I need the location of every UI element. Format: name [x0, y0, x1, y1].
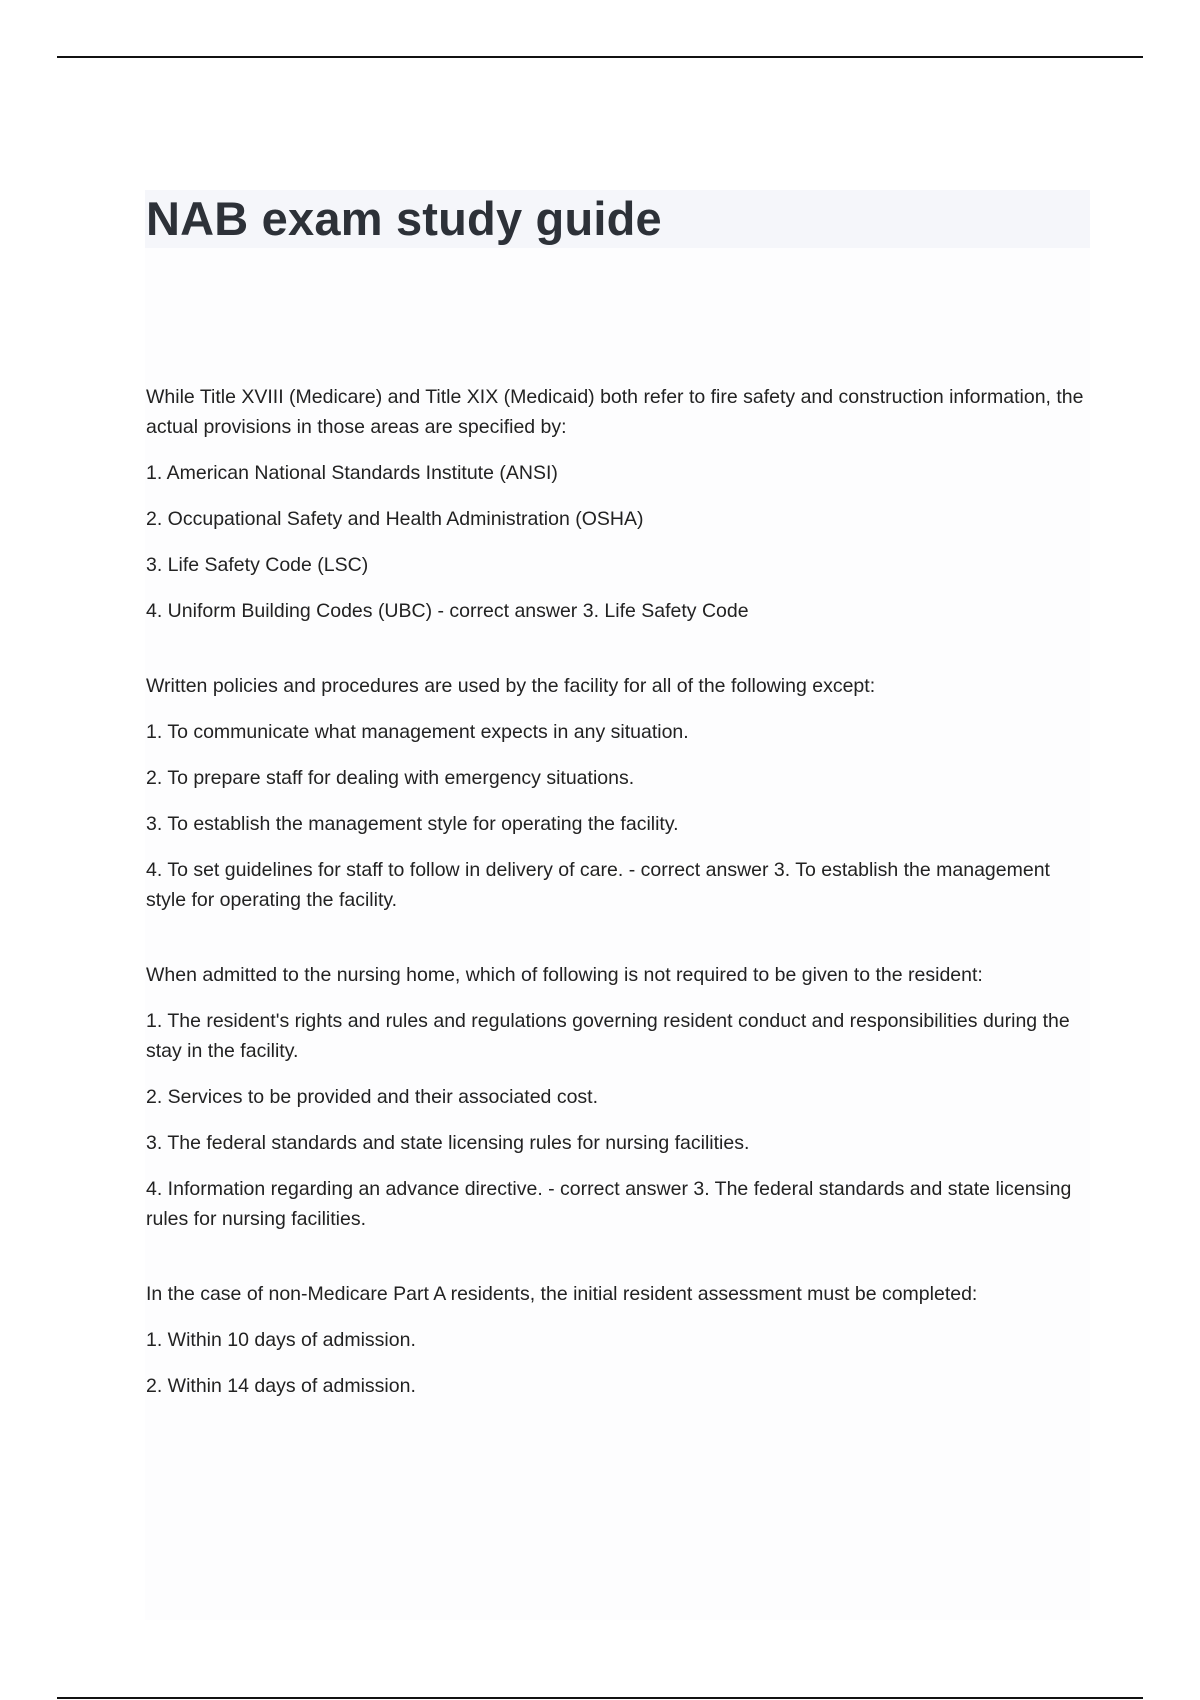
answer-option: 1. American National Standards Institute (ANSI)	[146, 462, 558, 484]
question-block	[146, 671, 1086, 915]
answer-option: 2. Within 14 days of admission.	[146, 1375, 416, 1397]
question-list	[146, 382, 1086, 1401]
answer-option: 3. The federal standards and state licensing rules for nursing facilities.	[146, 1132, 750, 1154]
page-title: NAB exam study guide	[146, 192, 662, 245]
answer-option: 3. To establish the management style for operating the facility.	[146, 813, 679, 835]
answer-option: 2. Occupational Safety and Health Administration (OSHA)	[146, 508, 644, 530]
question-block	[146, 1279, 1086, 1401]
question-prompt: Written policies and procedures are used by the facility for all of the following except:	[146, 675, 876, 697]
answer-option: 4. Uniform Building Codes (UBC) - correct answer 3. Life Safety Code	[146, 600, 749, 622]
answer-option: 4. To set guidelines for staff to follow in delivery of care. - correct answer 3. To establish the management style for operating the facility.	[146, 859, 1050, 911]
answer-option: 2. Services to be provided and their associated cost.	[146, 1086, 599, 1108]
answer-option: 2. To prepare staff for dealing with emergency situations.	[146, 767, 635, 789]
answer-option: 3. Life Safety Code (LSC)	[146, 554, 369, 576]
bottom-rule	[57, 1697, 1143, 1699]
answer-option: 1. Within 10 days of admission.	[146, 1329, 416, 1351]
top-rule	[57, 56, 1143, 58]
question-prompt: While Title XVIII (Medicare) and Title XIX (Medicaid) both refer to fire safety and construction information, the actual provisions in those areas are specified by:	[146, 386, 1084, 438]
answer-option: 4. Information regarding an advance directive. - correct answer 3. The federal standards and state licensing rules for nursing facilities.	[146, 1178, 1072, 1230]
question-prompt: In the case of non-Medicare Part A residents, the initial resident assessment must be completed:	[146, 1283, 978, 1305]
answer-option: 1. The resident's rights and rules and regulations governing resident conduct and responsibilities during the stay in the facility.	[146, 1010, 1070, 1062]
question-prompt: When admitted to the nursing home, which of following is not required to be given to the resident:	[146, 964, 983, 986]
answer-option: 1. To communicate what management expects in any situation.	[146, 721, 689, 743]
question-block	[146, 382, 1086, 626]
question-block	[146, 960, 1086, 1234]
